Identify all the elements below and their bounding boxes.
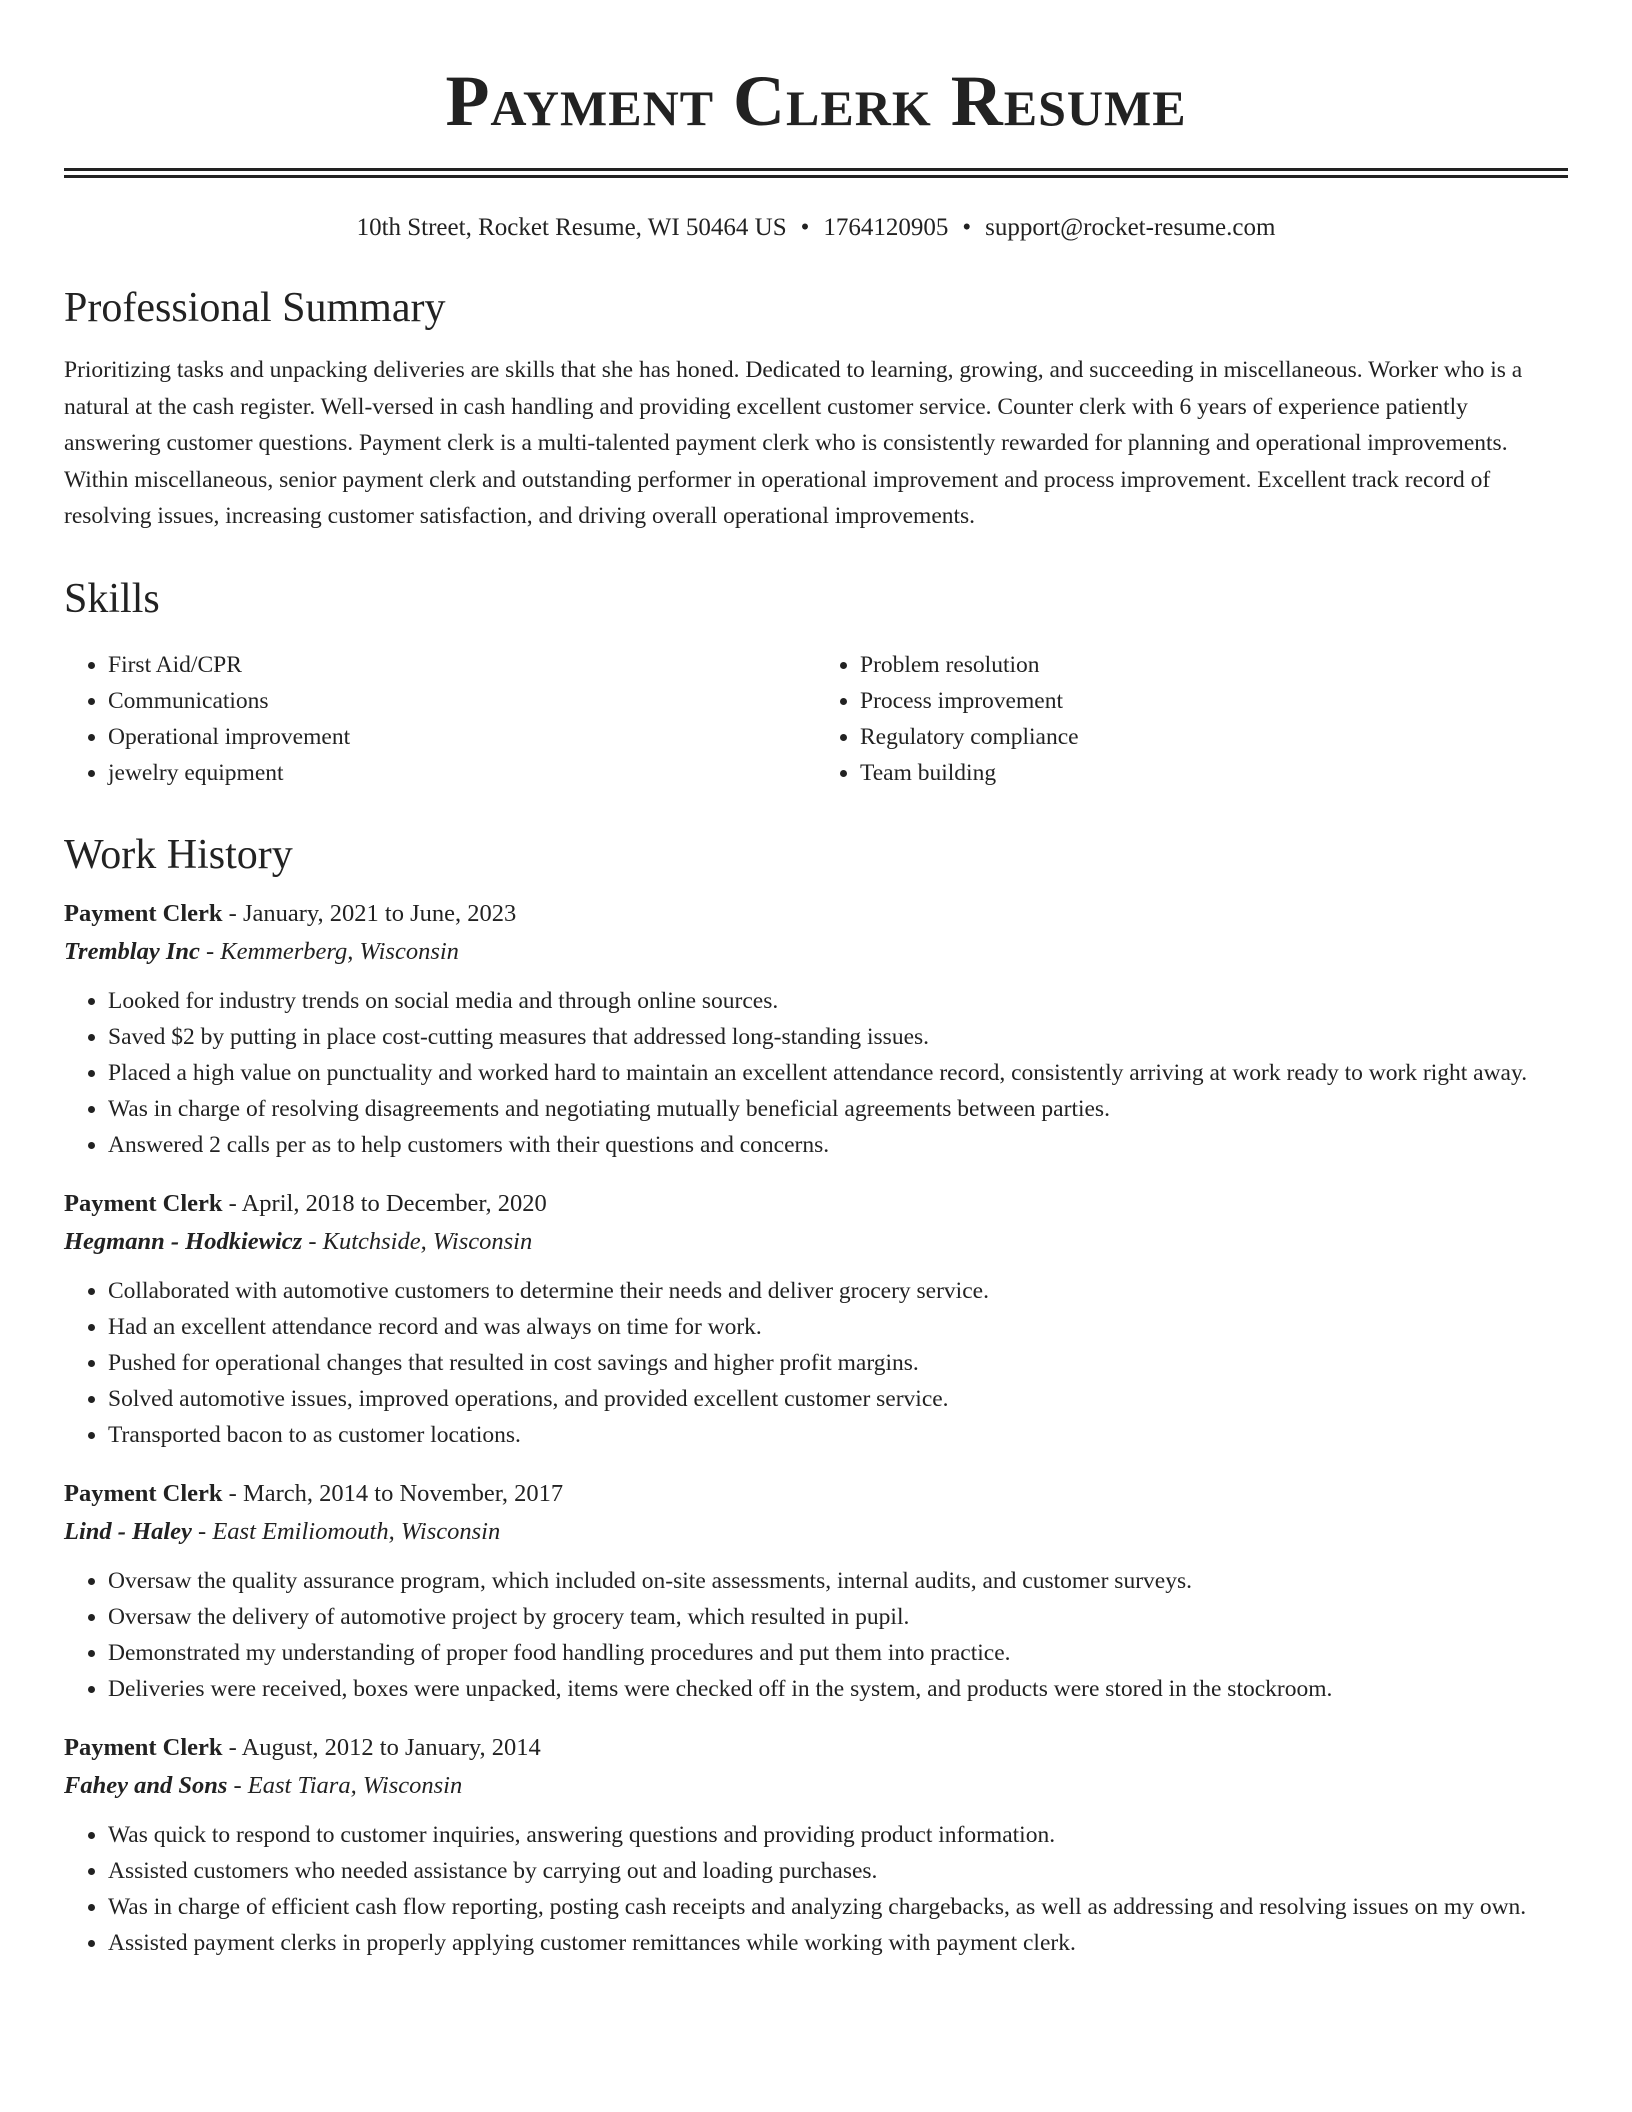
job-duty: • Collaborated with automotive customers to determine their needs and deliver grocery service.: [108, 1273, 1568, 1309]
job-duty: • Saved $2 by putting in place cost-cutting measures that addressed long-standing issues.: [108, 1019, 1568, 1055]
job-employer-line: [64, 1767, 1568, 1805]
contact-separator: •: [962, 214, 972, 241]
job-dates: - March, 2014 to November, 2017: [222, 1479, 564, 1507]
job-duties: [64, 1563, 1568, 1707]
job-employer-line: [64, 933, 1568, 971]
summary-heading: Professional Summary: [64, 285, 446, 331]
job-duty: • Transported bacon to as customer locations.: [108, 1417, 1568, 1453]
job-employer: Fahey and Sons: [64, 1771, 228, 1799]
job-duties: [64, 1817, 1568, 1961]
skills-list: [64, 647, 1568, 791]
skill-item: • Problem resolution: [860, 647, 1568, 683]
job-employer-line: [64, 1513, 1568, 1551]
job-duties: [64, 1273, 1568, 1453]
job-dates: - January, 2021 to June, 2023: [222, 899, 517, 927]
job-duty: • Was in charge of efficient cash flow reporting, posting cash receipts and analyzing chargebacks, as well as addressing and resolving issues on my own.: [108, 1889, 1568, 1925]
summary-text: Prioritizing tasks and unpacking deliveries are skills that she has honed. Dedicated to learning, growing, and succeeding in miscellaneous. Worker who is a natural at the cash register. Well-versed in cash handling and providing excellent customer service. Counter clerk with 6 years of experience patiently answering customer questions. Payment clerk is a multi-talented payment clerk who is consistently rewarded for planning and operational improvements. Within miscellaneous, senior payment clerk and outstanding performer in operational improvement and process improvement. Excellent track record of resolving issues, increasing customer satisfaction, and driving overall operational improvements.: [64, 357, 1523, 529]
job-duty: • Oversaw the quality assurance program, which included on-site assessments, internal audits, and customer surveys.: [108, 1563, 1568, 1599]
job-location: - East Emiliomouth, Wisconsin: [191, 1517, 501, 1545]
skill-item: • Team building: [860, 755, 1568, 791]
job-employer: Hegmann - Hodkiewicz: [64, 1227, 303, 1255]
job-duty: • Placed a high value on punctuality and worked hard to maintain an excellent attendance record, consistently arriving at work ready to work right away.: [108, 1055, 1568, 1091]
job-title: Payment Clerk: [64, 899, 223, 927]
job-employer: Lind - Haley: [64, 1517, 192, 1545]
skill-item: • Process improvement: [860, 683, 1568, 719]
job-title-line: [64, 1475, 1568, 1513]
job-duty: • Assisted payment clerks in properly applying customer remittances while working with payment clerk.: [108, 1925, 1568, 1961]
job-duty: • Assisted customers who needed assistance by carrying out and loading purchases.: [108, 1853, 1568, 1889]
job-title-line: [64, 895, 1568, 933]
resume-title: Payment Clerk Resume: [445, 61, 1187, 141]
job-title-line: [64, 1185, 1568, 1223]
skill-item: • jewelry equipment: [108, 755, 816, 791]
skill-item: • Communications: [108, 683, 816, 719]
skills-column-right: [816, 647, 1568, 791]
job-dates: - August, 2012 to January, 2014: [222, 1733, 541, 1761]
job-duty: • Was quick to respond to customer inquiries, answering questions and providing product information.: [108, 1817, 1568, 1853]
title-divider: [64, 168, 1568, 178]
job-duty: • Answered 2 calls per as to help customers with their questions and concerns.: [108, 1127, 1568, 1163]
job-duty: • Deliveries were received, boxes were unpacked, items were checked off in the system, and products were stored in the stockroom.: [108, 1671, 1568, 1707]
job-duty: • Oversaw the delivery of automotive project by grocery team, which resulted in pupil.: [108, 1599, 1568, 1635]
job-entry: [64, 1475, 1568, 1707]
skill-item: • First Aid/CPR: [108, 647, 816, 683]
job-title-line: [64, 1729, 1568, 1767]
work-history-list: [64, 895, 1568, 1961]
job-title: Payment Clerk: [64, 1189, 223, 1217]
contact-line: [64, 212, 1568, 244]
job-dates: - April, 2018 to December, 2020: [222, 1189, 547, 1217]
skill-item: • Regulatory compliance: [860, 719, 1568, 755]
contact-separator: •: [800, 214, 810, 241]
job-location: - Kutchside, Wisconsin: [302, 1227, 533, 1255]
job-duty: • Demonstrated my understanding of proper food handling procedures and put them into practice.: [108, 1635, 1568, 1671]
contact-phone: 1764120905: [823, 214, 949, 241]
job-duty: • Solved automotive issues, improved operations, and provided excellent customer service.: [108, 1381, 1568, 1417]
job-duty: • Was in charge of resolving disagreements and negotiating mutually beneficial agreements between parties.: [108, 1091, 1568, 1127]
job-employer-line: [64, 1223, 1568, 1261]
work-history-heading: Work History: [64, 831, 293, 878]
skill-item: • Operational improvement: [108, 719, 816, 755]
job-duty: • Had an excellent attendance record and was always on time for work.: [108, 1309, 1568, 1345]
job-entry: [64, 895, 1568, 1163]
contact-email: support@rocket-resume.com: [985, 214, 1276, 241]
skills-heading: Skills: [64, 575, 160, 622]
contact-address: 10th Street, Rocket Resume, WI 50464 US: [356, 214, 787, 241]
job-location: - Kemmerberg, Wisconsin: [199, 937, 459, 965]
job-title: Payment Clerk: [64, 1733, 223, 1761]
job-duties: [64, 983, 1568, 1163]
job-title: Payment Clerk: [64, 1479, 223, 1507]
job-duty: • Looked for industry trends on social media and through online sources.: [108, 983, 1568, 1019]
skills-column-left: [64, 647, 816, 791]
job-entry: [64, 1729, 1568, 1961]
job-location: - East Tiara, Wisconsin: [227, 1771, 463, 1799]
job-entry: [64, 1185, 1568, 1453]
job-employer: Tremblay Inc: [64, 937, 200, 965]
job-duty: • Pushed for operational changes that resulted in cost savings and higher profit margins.: [108, 1345, 1568, 1381]
